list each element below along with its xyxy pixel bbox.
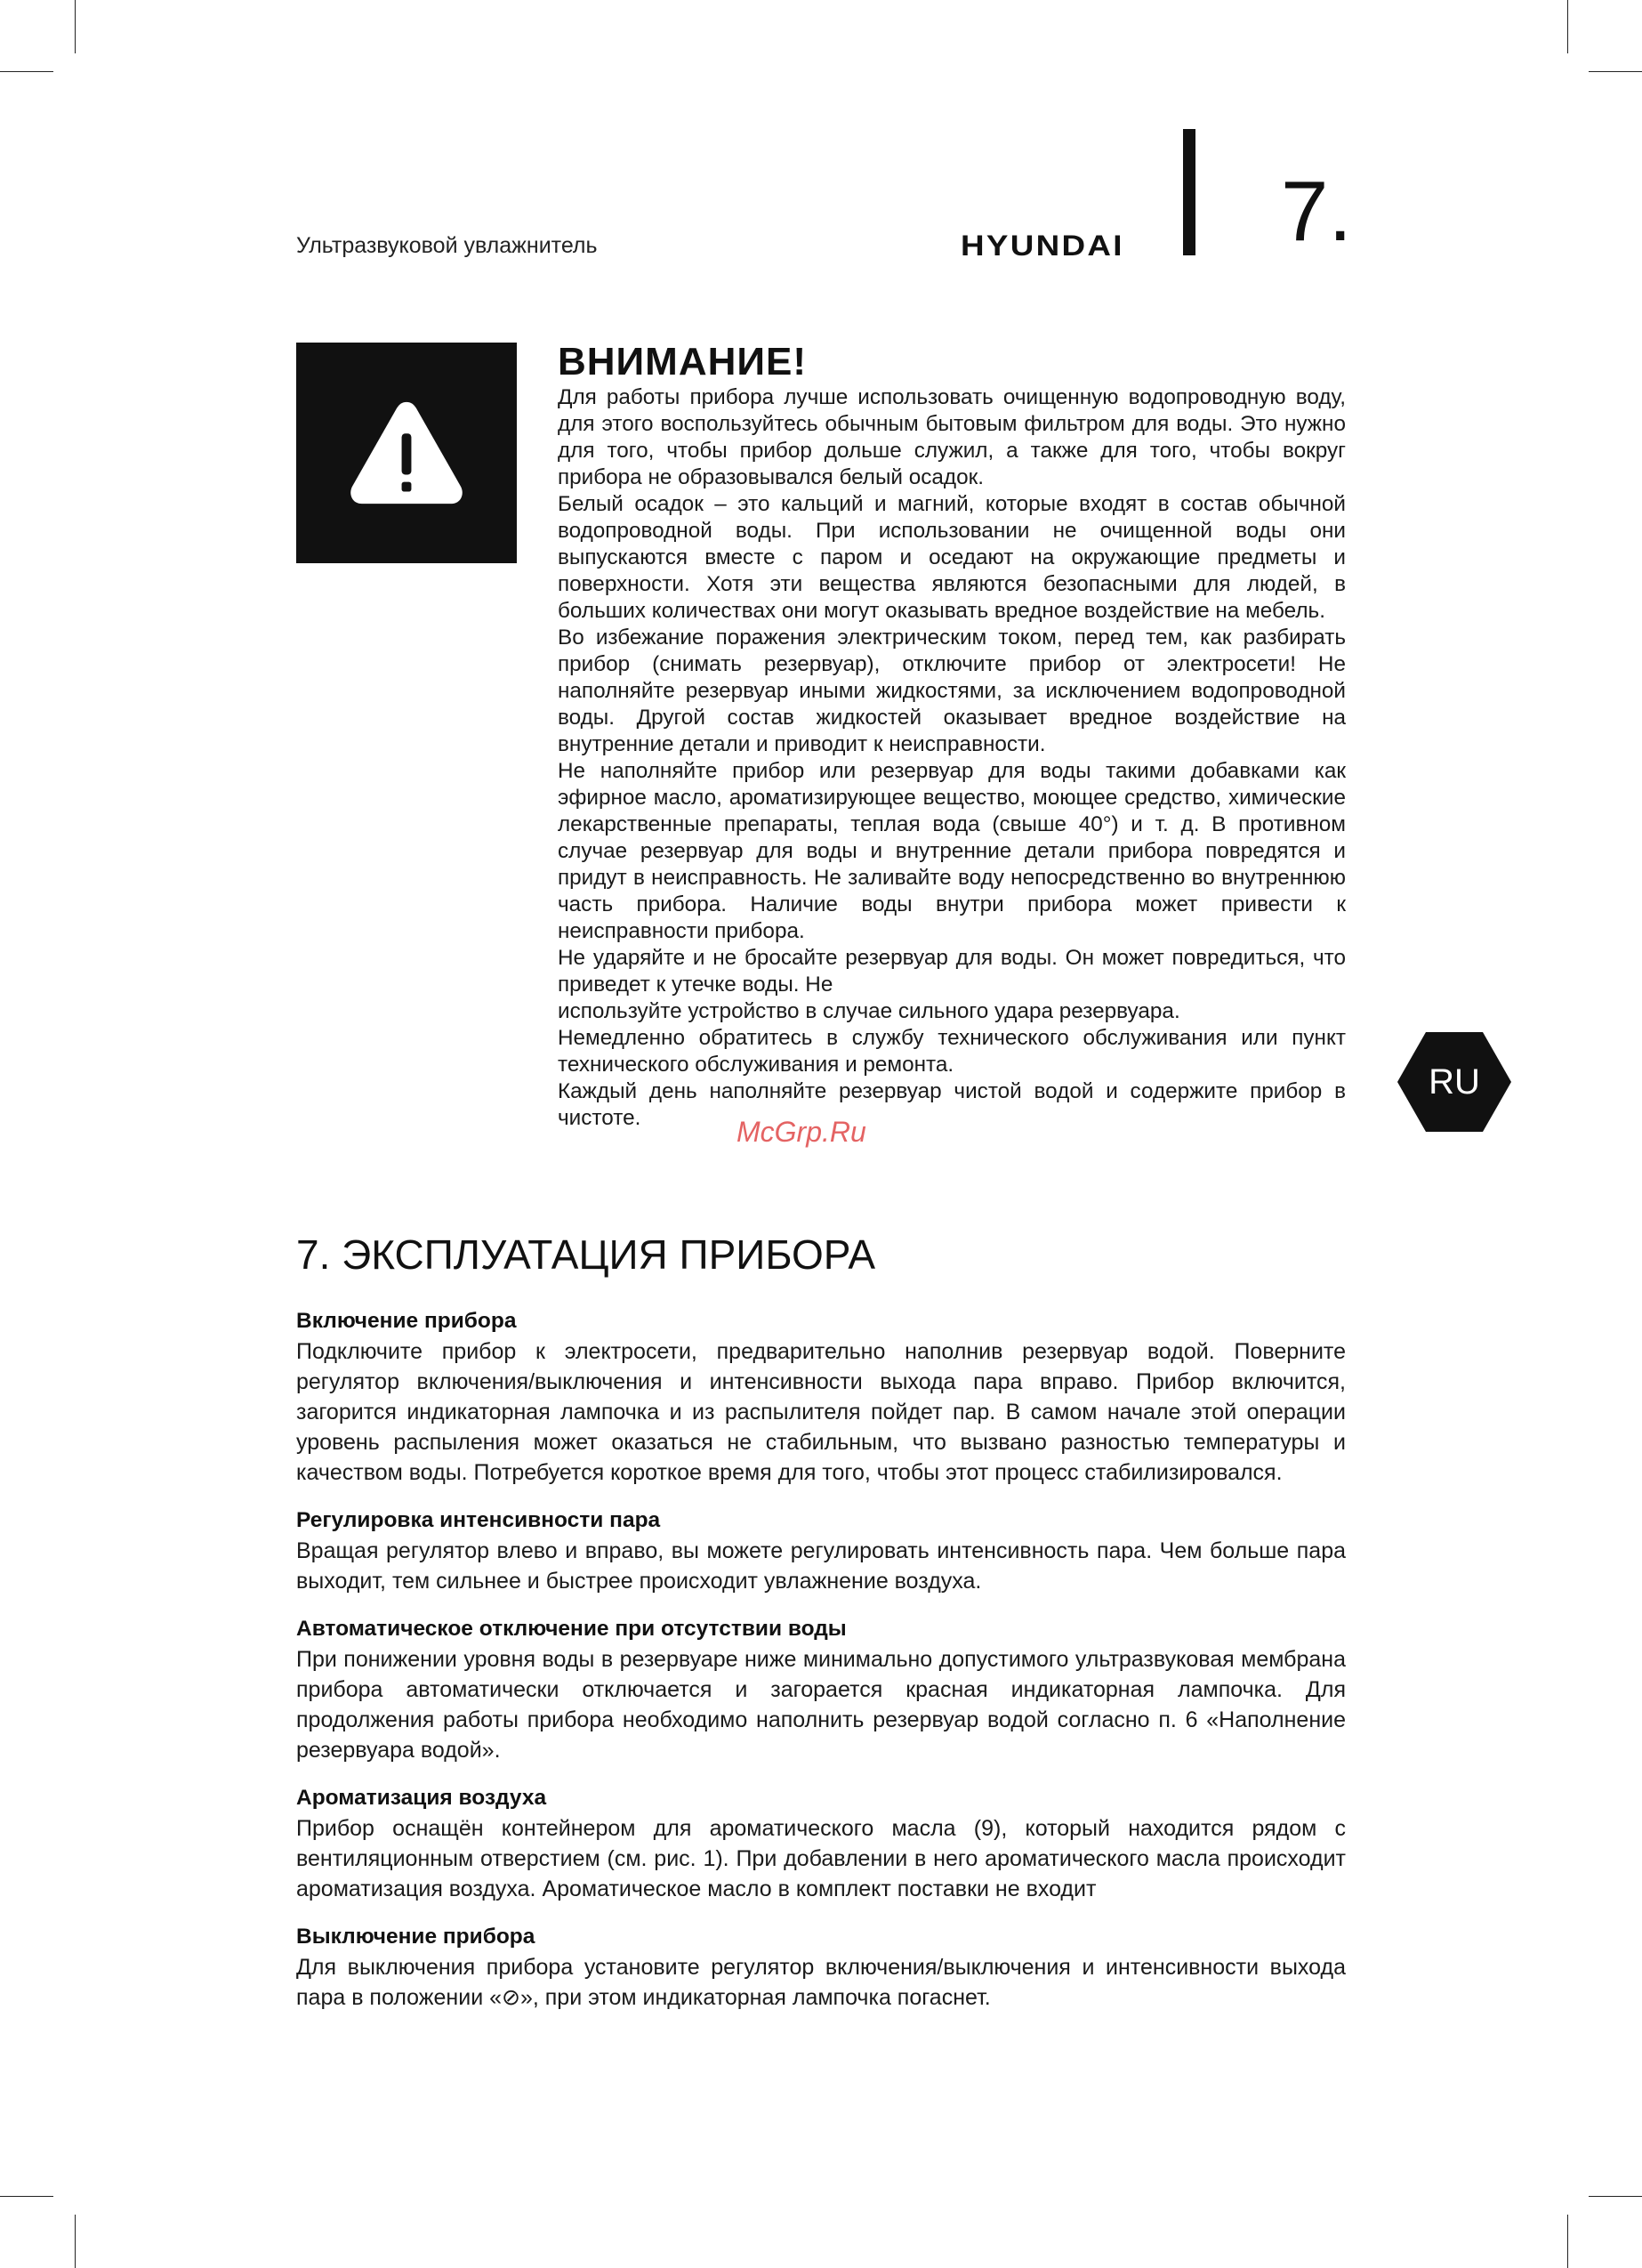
section-text: Прибор оснащён контейнером для ароматического масла (9), который находится рядом с вентиляционным отверстием (см. рис. 1). При добавлении в него ароматического масла происходит ароматизация воздуха. Ароматическое масло в комплект поставки не входит (296, 1816, 1346, 1901)
warning-icon-box (296, 343, 517, 563)
section-text: Подключите прибор к электросети, предварительно наполнив резервуар водой. Поверните регулятор включения/выключения и интенсивности выхода пара вправо. Прибор включится, загорится индикаторная лампочка и из распылителя пойдет пар. В самом начале этой операции уровень распыления может оказаться не стабильным, что вызвано разностью температуры и качеством воды. Потребуется короткое время для того, чтобы этот процесс стабилизировался. (296, 1339, 1346, 1485)
page-number: 7. (1281, 164, 1353, 259)
language-badge-label: RU (1429, 1062, 1480, 1102)
warning-title: ВНИМАНИЕ! (558, 340, 808, 383)
crop-mark (1589, 2196, 1642, 2197)
crop-mark (1589, 71, 1642, 72)
section-title: Регулировка интенсивности пара (296, 1508, 661, 1532)
section-heading: 7. ЭКСПЛУАТАЦИЯ ПРИБОРА (296, 1231, 876, 1278)
section-title: Включение прибора (296, 1309, 517, 1333)
crop-mark (0, 2196, 53, 2197)
header-divider (1183, 129, 1195, 255)
brand-logo: HYUNDAI (961, 230, 1124, 262)
crop-mark (75, 2215, 76, 2268)
warning-paragraph: Не ударяйте и не бросайте резервуар для воды. Он может повредиться, что приведет к утечке воды. Не (558, 946, 1346, 997)
warning-paragraph: Белый осадок – это кальций и магний, которые входят в состав обычной водопроводной воды. При использовании не очищенной воды они выпускаются вместе с паром и оседают на окружающие предметы и поверхности. Хотя эти вещества являются безопасными для людей, в больших количествах они могут оказывать вредное воздействие на мебель. (558, 492, 1346, 623)
warning-triangle-icon (346, 392, 467, 513)
warning-paragraph: используйте устройство в случае сильного удара резервуара. (558, 999, 1180, 1023)
crop-mark (75, 0, 76, 53)
warning-paragraph: Каждый день наполняйте резервуар чистой водой и содержите прибор в чистоте. (558, 1079, 1346, 1130)
section-text: Вращая регулятор влево и вправо, вы можете регулировать интенсивность пара. Чем больше пара выходит, тем сильнее и быстрее происходит увлажнение воздуха. (296, 1538, 1346, 1594)
section-title: Автоматическое отключение при отсутствии воды (296, 1617, 847, 1641)
header-subtitle: Ультразвуковой увлажнитель (296, 233, 598, 258)
section-text: Для выключения прибора установите регулятор включения/выключения и интенсивности выхода пара в положении «⊘», при этом индикаторная лампочка погаснет. (296, 1955, 1346, 2010)
section-title: Выключение прибора (296, 1925, 535, 1949)
section-steam-intensity (296, 1505, 1346, 1596)
warning-text (558, 384, 1346, 1132)
operation-sections (296, 1306, 1346, 2030)
crop-mark (1567, 2215, 1568, 2268)
warning-paragraph: Немедленно обратитесь в службу технического обслуживания или пункт технического обслуживания и ремонта. (558, 1026, 1346, 1077)
section-aromatization (296, 1783, 1346, 1904)
watermark: McGrp.Ru (736, 1116, 866, 1148)
section-auto-shutoff (296, 1614, 1346, 1765)
crop-mark (0, 71, 53, 72)
section-text: При понижении уровня воды в резервуаре ниже минимально допустимого ультразвуковая мембрана прибора автоматически отключается и загорается красная индикаторная лампочка. Для продолжения работы прибора необходимо наполнить резервуар водой согласно п. 6 «Наполнение резервуара водой». (296, 1647, 1346, 1763)
section-power-off (296, 1922, 1346, 2013)
warning-paragraph: Во избежание поражения электрическим током, перед тем, как разбирать прибор (снимать резервуар), отключите прибор от электросети! Не наполняйте резервуар иными жидкостями, за исключением водопроводной воды. Другой состав жидкостей оказывает вредное воздействие на внутренние детали и приводит к неисправности. (558, 626, 1346, 756)
language-badge (1397, 1032, 1511, 1132)
warning-paragraph: Для работы прибора лучше использовать очищенную водопроводную воду, для этого воспользуйтесь обычным бытовым фильтром для воды. Это нужно для того, чтобы прибор дольше служил, а также для того, чтобы вокруг прибора не образовывался белый осадок. (558, 385, 1346, 489)
warning-paragraph: Не наполняйте прибор или резервуар для воды такими добавками как эфирное масло, ароматизирующее вещество, моющее средство, химические лекарственные препараты, теплая вода (свыше 40°) и т. д. В противном случае резервуар для воды и внутренние детали прибора повредятся и придут в неисправность. Не заливайте воду непосредственно во внутреннюю часть прибора. Наличие воды внутри прибора может привести к неисправности прибора. (558, 759, 1346, 943)
section-power-on (296, 1306, 1346, 1488)
section-title: Ароматизация воздуха (296, 1786, 547, 1810)
crop-mark (1567, 0, 1568, 53)
